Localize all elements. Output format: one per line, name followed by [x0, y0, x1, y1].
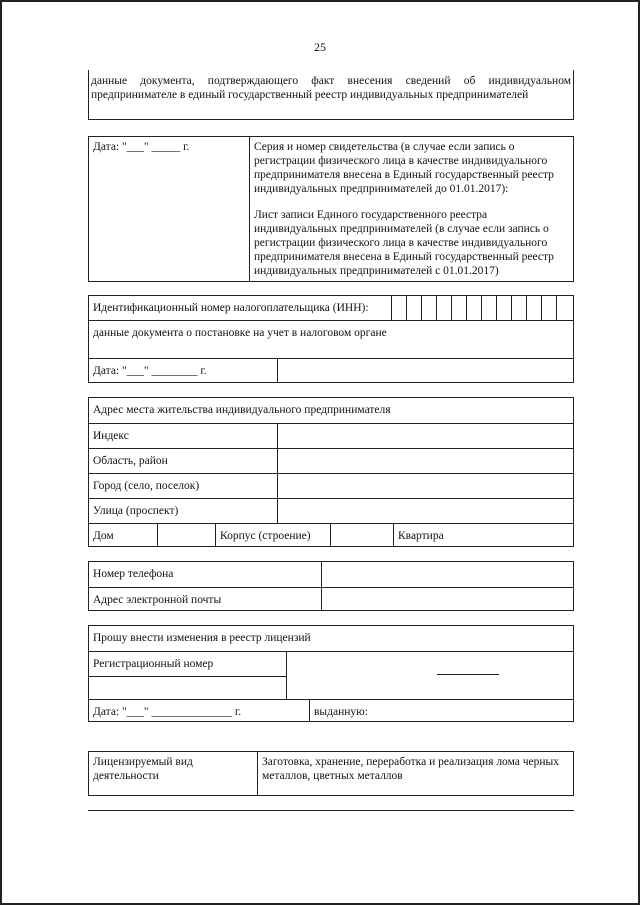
tax-date[interactable]: Дата: "___" ________ г. [93, 365, 207, 377]
phone-label: Номер телефона [93, 568, 174, 580]
index-label: Индекс [93, 430, 129, 442]
address-title: Адрес места жительства индивидуального предпринимателя [93, 404, 391, 416]
egrip-document-block [88, 70, 574, 120]
inn-label: Идентификационный номер налогоплательщика (ИНН): [93, 302, 369, 314]
tax-registration-label: данные документа о постановке на учет в налоговом органе [93, 327, 387, 339]
tax-date-value[interactable] [277, 359, 573, 382]
activity-value: Заготовка, хранение, переработка и реализация лома черных металлов, цветных металлов [257, 752, 573, 795]
bottom-divider [88, 810, 574, 811]
contacts-block [88, 561, 574, 611]
email-field[interactable] [321, 588, 573, 611]
page-number: 25 [314, 40, 326, 54]
certificate-block [88, 136, 574, 282]
city-field[interactable] [277, 474, 573, 498]
regnum-field[interactable] [286, 652, 573, 699]
index-field[interactable] [277, 424, 573, 448]
region-field[interactable] [277, 449, 573, 473]
apartment-label: Квартира [393, 524, 573, 547]
certificate-sheet-text: Лист записи Единого государственного реестра индивидуальных предпринимателей (в случае если запись о регистрации физического лица в качестве индивидуального предпринимателя внесена в Единый государственный реестр индивидуальных предпринимателей с 01.01.2017) [254, 209, 554, 277]
license-change-title: Прошу внести изменения в реестр лицензий [93, 632, 311, 644]
certificate-date[interactable]: Дата: "___" _____ г. [93, 141, 190, 153]
regnum-label: Регистрационный номер [93, 658, 214, 670]
regnum-field-left[interactable] [89, 676, 286, 700]
house-field[interactable] [157, 524, 215, 547]
activity-block [88, 751, 574, 796]
license-date[interactable]: Дата: "___" ______________ г. [93, 706, 242, 718]
inn-digit-grid[interactable] [391, 296, 573, 320]
email-label: Адрес электронной почты [93, 594, 222, 606]
certificate-details [249, 137, 573, 281]
egrip-document-text: данные документа, подтверждающего факт внесения сведений об индивидуальном предпринимателе в единый государственный реестр индивидуальных предпринимателей [91, 75, 571, 101]
regnum-label-cell [89, 652, 286, 699]
street-field[interactable] [277, 499, 573, 523]
certificate-series-text: Серия и номер свидетельства (в случае если запись о регистрации физического лица в качестве индивидуального предпринимателя внесена в Единый государственный реестр индивидуальных предпринимателей до 01.01.2017): [254, 141, 554, 195]
regnum-underline [437, 664, 499, 675]
issued-label: выданную: [309, 700, 573, 722]
street-label: Улица (проспект) [93, 505, 179, 517]
tax-block [88, 295, 574, 383]
license-change-block [88, 625, 574, 722]
phone-field[interactable] [321, 562, 573, 587]
activity-label: Лицензируемый вид деятельности [93, 756, 193, 782]
region-label: Область, район [93, 455, 168, 467]
city-label: Город (село, поселок) [93, 480, 200, 492]
building-label: Корпус (строение) [215, 524, 330, 547]
house-label: Дом [93, 530, 114, 542]
address-block [88, 397, 574, 547]
building-field[interactable] [330, 524, 393, 547]
